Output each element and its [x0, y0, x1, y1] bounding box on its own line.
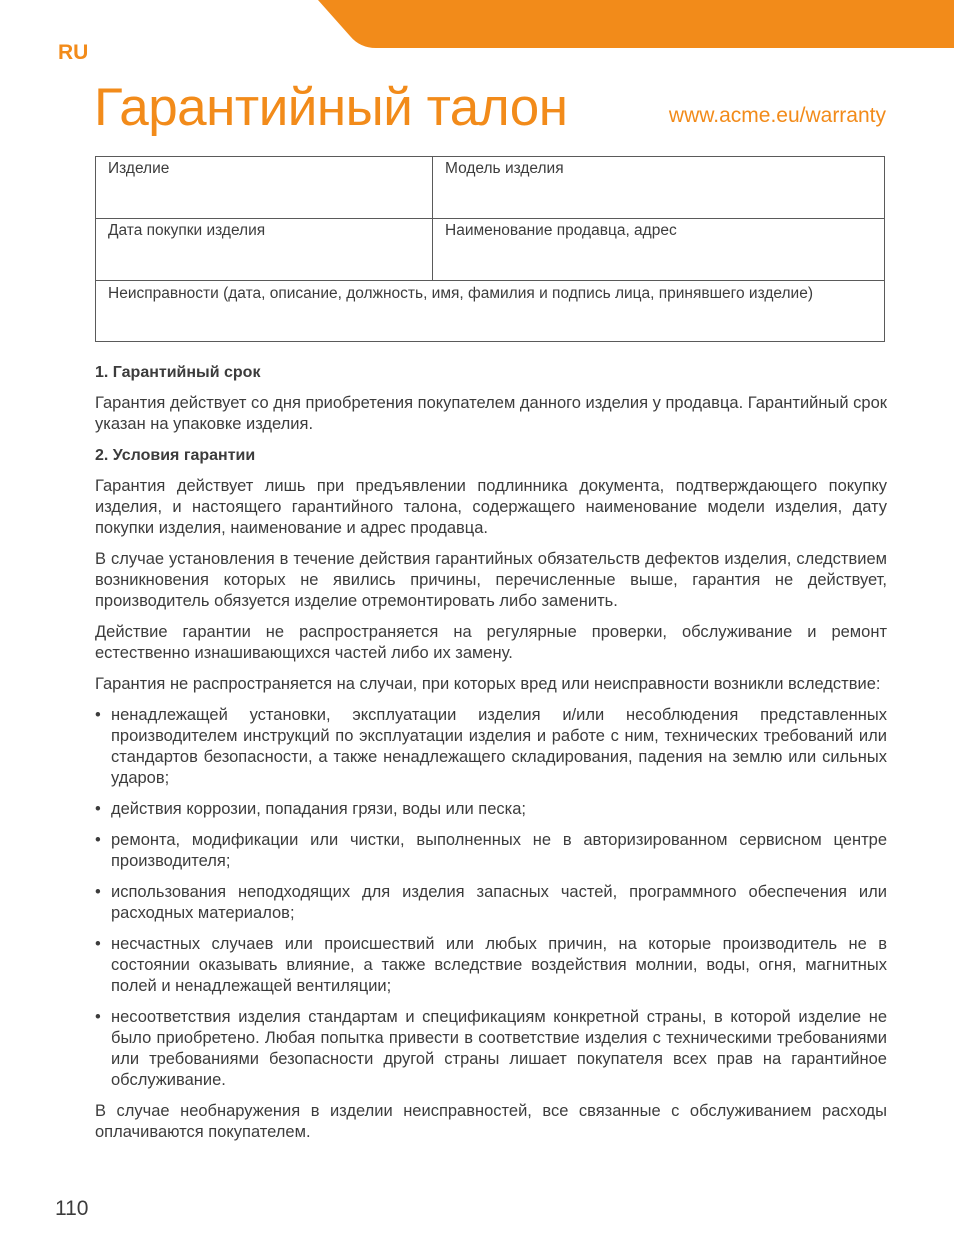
language-label: RU [58, 41, 89, 64]
list-item [95, 830, 887, 872]
paragraph: Гарантия действует лишь при предъявлении подлинника документа, подтверждающего покупку изделия, и настоящего гарантийного талона, содержащего наименование модели изделия, дату покупки изделия, наименование и адрес продавца. [95, 477, 887, 537]
page-title: Гарантийный талон [94, 78, 568, 137]
page-number: 110 [55, 1197, 89, 1220]
section-heading-warranty-conditions: 2. Условия гарантии [95, 447, 256, 464]
list-item [95, 1007, 887, 1091]
header-tab-decoration [0, 0, 954, 48]
list-item-text: ремонта, модификации или чистки, выполненных не в авторизированном сервисном центре производителя; [111, 831, 887, 870]
list-item-text: ненадлежащей установки, эксплуатации изделия и/или несоблюдения представленных производителем инструкций по эксплуатации изделия и работе с ним, технических требований или стандартов безопасности, а также ненадлежащего складирования, падения на землю или сильных ударов; [111, 706, 887, 787]
list-item-text: несчастных случаев или происшествий или любых причин, на которые производитель не в состоянии оказывать влияние, а также вследствие воздействия молнии, воды, огня, магнитных полей и ненадлежащей вентиляции; [111, 935, 887, 995]
bullet-icon: • [95, 706, 101, 724]
exclusions-list [95, 705, 887, 1091]
paragraph: В случае необнаружения в изделии неисправностей, все связанные с обслуживанием расходы оплачиваются покупателем. [95, 1102, 887, 1141]
model-field[interactable]: Модель изделия [433, 157, 885, 219]
list-item [95, 705, 887, 789]
warranty-terms [95, 362, 887, 1153]
purchase-date-field[interactable]: Дата покупки изделия [96, 219, 433, 281]
faults-field[interactable]: Неисправности (дата, описание, должность, имя, фамилия и подпись лица, принявшего изделие) [96, 281, 885, 342]
list-item [95, 799, 887, 820]
seller-field[interactable]: Наименование продавца, адрес [433, 219, 885, 281]
bullet-icon: • [95, 831, 101, 849]
list-item [95, 934, 887, 997]
product-field[interactable]: Изделие [96, 157, 433, 219]
paragraph: В случае установления в течение действия гарантийных обязательств дефектов изделия, следствием возникновения которых не явились причины, перечисленные выше, гарантия не действует, производитель обязуется изделие отремонтировать либо заменить. [95, 550, 887, 610]
warranty-form-table [95, 156, 885, 342]
bullet-icon: • [95, 935, 101, 953]
paragraph: Гарантия не распространяется на случаи, при которых вред или неисправности возникли вследствие: [95, 675, 881, 693]
list-item-text: действия коррозии, попадания грязи, воды или песка; [111, 800, 527, 818]
section-heading-warranty-period: 1. Гарантийный срок [95, 364, 261, 381]
bullet-icon: • [95, 883, 101, 901]
bullet-icon: • [95, 800, 101, 818]
list-item-text: несоответствия изделия стандартам и спецификациям конкретной страны, в которой изделие не было приобретено. Любая попытка привести в соответствие изделия с техническими требованиями или требованиями безопасности другой страны лишает покупателя всех прав на гарантийное обслуживание. [111, 1008, 887, 1089]
list-item [95, 882, 887, 924]
paragraph: Действие гарантии не распространяется на регулярные проверки, обслуживание и ремонт естественно изнашивающихся частей либо их замену. [95, 623, 887, 662]
warranty-url-link[interactable]: www.acme.eu/warranty [668, 104, 886, 127]
paragraph: Гарантия действует со дня приобретения покупателем данного изделия у продавца. Гарантийный срок указан на упаковке изделия. [95, 394, 887, 433]
list-item-text: использования неподходящих для изделия запасных частей, программного обеспечения или расходных материалов; [111, 883, 887, 922]
bullet-icon: • [95, 1008, 101, 1026]
